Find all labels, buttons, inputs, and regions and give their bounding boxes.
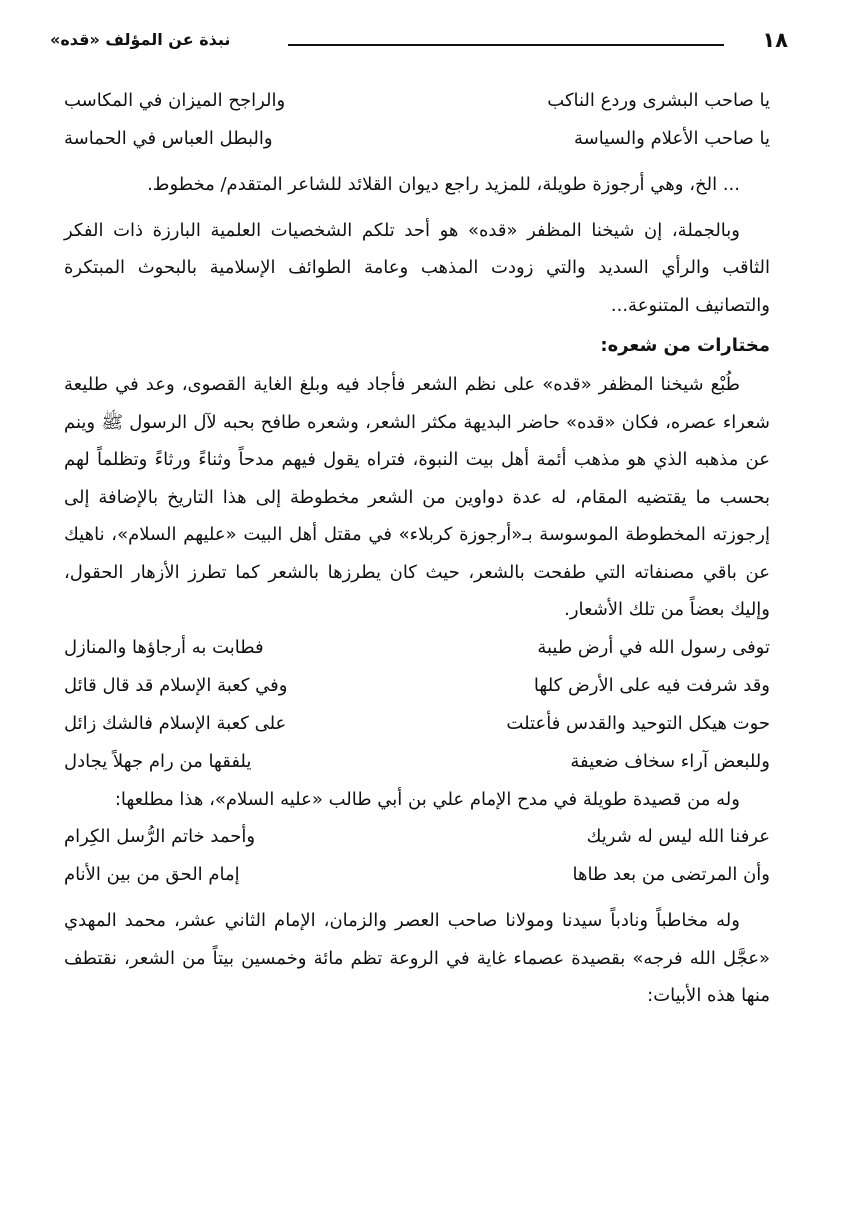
page-header (50, 28, 788, 58)
paragraph: وله من قصيدة طويلة في مدح الإمام علي بن أبي طالب «عليه السلام»، هذا مطلعها: (114, 788, 740, 810)
verse-first-hemistich: يا صاحب البشرى وردع الناكب (547, 90, 770, 111)
verse-first-hemistich: وأن المرتضى من بعد طاها (572, 864, 770, 885)
page-body (64, 82, 770, 1015)
verse-second-hemistich: والبطل العباس في الحماسة (64, 128, 273, 149)
paragraph: ... الخ، وهي أرجوزة طويلة، للمزيد راجع ديوان القلائد للشاعر المتقدم/ مخطوط. (147, 174, 740, 195)
verse-second-hemistich: إمام الحق من بين الأنام (64, 864, 240, 885)
poem-verse (64, 743, 770, 781)
verse-second-hemistich: والراجح الميزان في المكاسب (64, 90, 286, 111)
poem-verse (64, 818, 770, 856)
poem-verse (64, 82, 770, 120)
verse-first-hemistich: توفى رسول الله في أرض طيبة (537, 636, 770, 658)
verse-second-hemistich: وفي كعبة الإسلام قد قال قائل (64, 674, 288, 696)
verse-first-hemistich: حوت هيكل التوحيد والقدس فأعتلت (506, 712, 770, 734)
verse-first-hemistich: وللبعض آراء سخاف ضعيفة (570, 750, 770, 772)
running-title: نبذة عن المؤلف «قده» (50, 30, 231, 49)
poem-verse (64, 120, 770, 158)
poem-verse (64, 856, 770, 894)
section-heading: مختارات من شعره: (600, 335, 770, 356)
page-number: ١٨ (762, 28, 788, 52)
verse-first-hemistich: يا صاحب الأعلام والسياسة (573, 128, 770, 149)
poem-verse (64, 705, 770, 743)
verse-first-hemistich: وقد شرفت فيه على الأرض كلها (533, 674, 770, 696)
verse-second-hemistich: وأحمد خاتم الرُّسل الكِرام (64, 826, 256, 847)
paragraph: طُبْع شيخنا المظفر «قده» على نظم الشعر فأجاد فيه وبلغ الغاية القصوى، وعد في طليعة شعراء عصره، فكان «قده» حاضر البديهة مكثر الشعر، وشعره طافح بحبه لآل الرسول ﷺ وينم عن مذهبه الذي هو مذهب أئمة أهل بيت النبوة، فتراه يقول فيهم مدحاً وثناءً ورثاءً وتظلماً لهم بحسب ما يقتضيه المقام، له عدة دواوين من الشعر مخطوطة إلى هذا التاريخ بالإضافة إلى إرجوزته المخطوطة الموسوسة بـ«أرجوزة كربلاء» في مقتل أهل البيت «عليهم السلام»، ناهيك عن باقي مصنفاته التي طفحت بالشعر، حيث كان يطرزها بالشعر كما تطرز الأزهار الحقول، وإليك بعضاً من تلك الأشعار. (64, 374, 770, 620)
verse-second-hemistich: على كعبة الإسلام فالشك زائل (64, 712, 287, 734)
poem-verse (64, 629, 770, 667)
paragraph: وبالجملة، إن شيخنا المظفر «قده» هو أحد تلكم الشخصيات العلمية البارزة ذات الفكر الثاقب والرأي السديد والتي زودت المذهب وعامة الطوائف الإسلامية بالبحوث المبتكرة والتصانيف المتنوعة... (64, 219, 770, 316)
poem-verse (64, 667, 770, 705)
header-rule (288, 44, 724, 46)
verse-second-hemistich: يلفقها من رام جهلاً يجادل (64, 750, 252, 772)
paragraph: وله مخاطباً ونادباً سيدنا ومولانا صاحب العصر والزمان، الإمام الثاني عشر، محمد المهدي «عجَّل الله فرجه» بقصيدة عصماء غاية في الروعة تظم مائة وخمسين بيتاً من الشعر، نقتطف منها هذه الأبيات: (64, 910, 770, 1006)
verse-first-hemistich: عرفنا الله ليس له شريك (586, 826, 770, 847)
verse-second-hemistich: فطابت به أرجاؤها والمنازل (64, 636, 264, 658)
